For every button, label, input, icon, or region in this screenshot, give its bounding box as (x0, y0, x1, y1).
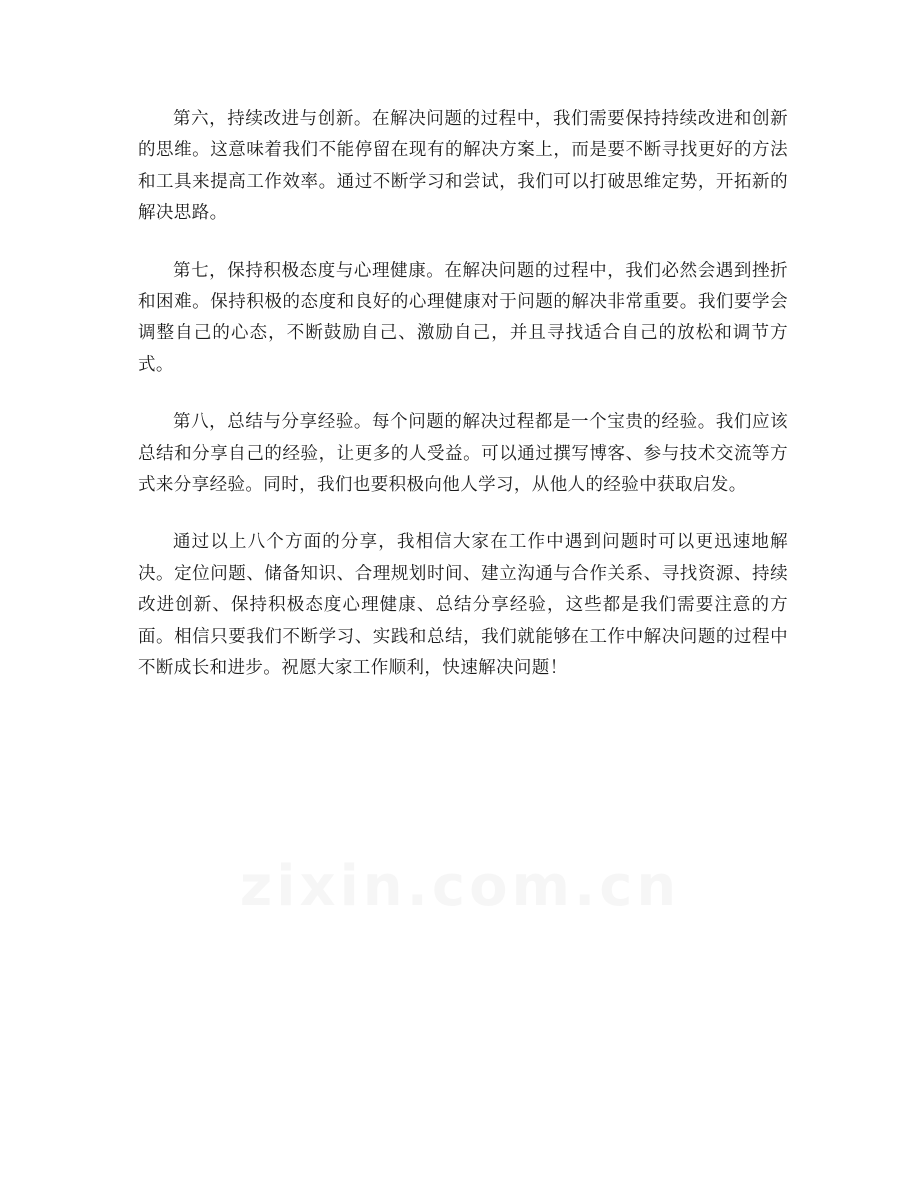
watermark (0, 854, 920, 919)
paragraph-conclusion: 通过以上八个方面的分享，我相信大家在工作中遇到问题时可以更迅速地解决。定位问题、储备知识、合理规划时间、建立沟通与合作关系、寻找资源、持续改进创新、保持积极态度心理健康、总结分享经验，这些都是我们需要注意的方面。相信只要我们不断学习、实践和总结，我们就能够在工作中解决问题的过程中不断成长和进步。祝愿大家工作顺利，快速解决问题！ (138, 532, 788, 679)
paragraph-sixth: 第六，持续改进与创新。在解决问题的过程中，我们需要保持持续改进和创新的思维。这意味着我们不能停留在现有的解决方案上，而是要不断寻找更好的方法和工具来提高工作效率。通过不断学习和尝试，我们可以打破思维定势，开拓新的解决思路。 (138, 109, 788, 224)
paragraph-eighth: 第八，总结与分享经验。每个问题的解决过程都是一个宝贵的经验。我们应该总结和分享自己的经验，让更多的人受益。可以通过撰写博客、参与技术交流等方式来分享经验。同时，我们也要积极向他人学习，从他人的经验中获取启发。 (138, 412, 788, 496)
paragraph-seventh: 第七，保持积极态度与心理健康。在解决问题的过程中，我们必然会遇到挫折和困难。保持积极的态度和良好的心理健康对于问题的解决非常重要。我们要学会调整自己的心态，不断鼓励自己、激励自己，并且寻找适合自己的放松和调节方式。 (138, 260, 788, 375)
document-body (138, 104, 788, 711)
